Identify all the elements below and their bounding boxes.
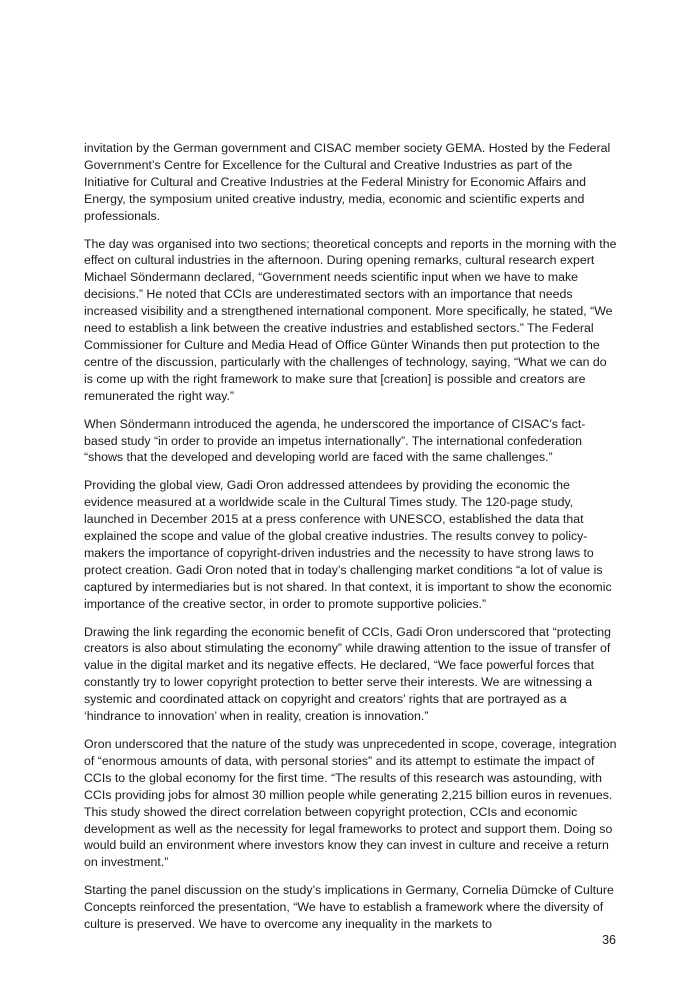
paragraph-economic-benefit: Drawing the link regarding the economic benefit of CCIs, Gadi Oron underscored that “protecting creators is also about stimulating the economy” while drawing attention to the issue of transfer of value in the digital market and its negative effects. He declared, “We face powerful forces that constantly try to lower copyright protection to better serve their interests. We are witnessing a systemic and coordinated attack on copyright and creators’ rights that are portrayed as a ‘hindrance to innovation’ when in reality, creation is innovation.”	[84, 624, 611, 724]
paragraph-agenda: When Söndermann introduced the agenda, he underscored the importance of CISAC’s fact-based study “in order to provide an impetus internationally”. The international confederation “shows that the developed and developing world are faced with the same challenges.”	[84, 416, 586, 465]
page-body	[84, 140, 617, 944]
paragraph-panel-discussion: Starting the panel discussion on the study’s implications in Germany, Cornelia Dümcke of Culture Concepts reinforced the presentation, “We have to establish a framework where the diversity of culture is preserved. We have to overcome any inequality in the markets to	[84, 883, 614, 932]
page-number: 36	[602, 933, 616, 947]
paragraph-gema-invitation: invitation by the German government and CISAC member society GEMA. Hosted by the Federal Government’s Centre for Excellence for the Cultural and Creative Industries as part of the Initiative for Cultural and Creative Industries at the Federal Ministry for Economic Affairs and Energy, the symposium united creative industry, media, economic and scientific experts and professionals.	[84, 141, 611, 223]
paragraph-global-view: Providing the global view, Gadi Oron addressed attendees by providing the economic the evidence measured at a worldwide scale in the Cultural Times study. The 120-page study, launched in December 2015 at a press conference with UNESCO, established the data that explained the scope and value of the global creative industries. The results convey to policy-makers the importance of copyright-driven industries and the necessity to have strong laws to protect creation. Gadi Oron noted that in today’s challenging market conditions “a lot of value is captured by intermediaries but is not shared. In that context, it is important to show the economic importance of the creative sector, in order to promote supportive policies.”	[84, 478, 612, 611]
paragraph-day-sections: The day was organised into two sections; theoretical concepts and reports in the morning with the effect on cultural industries in the afternoon. During opening remarks, cultural research expert Michael Söndermann declared, “Government needs scientific input when we have to make decisions.” He noted that CCIs are underestimated sectors with an importance that needs increased visibility and a strengthened international component. More specifically, he stated, “We need to establish a link between the creative industries and established sectors.” The Federal Commissioner for Culture and Media Head of Office Günter Winands then put protection to the centre of the discussion, particularly with the challenges of technology, saying, “What we can do is come up with the right framework to make sure that [creation] is possible and creators are remunerated the right way.”	[84, 236, 617, 403]
paragraph-study-scope: Oron underscored that the nature of the study was unprecedented in scope, coverage, integration of “enormous amounts of data, with personal stories” and its attempt to estimate the impact of CCIs to the global economy for the first time. “The results of this research was astounding, with CCIs providing jobs for almost 30 million people while generating 2,215 billion euros in revenues. This study showed the direct correlation between copyright protection, CCIs and economic development as well as the necessity for legal frameworks to protect and support them. Doing so would build an environment where investors know they can invest in culture and receive a return on investment.”	[84, 737, 617, 870]
